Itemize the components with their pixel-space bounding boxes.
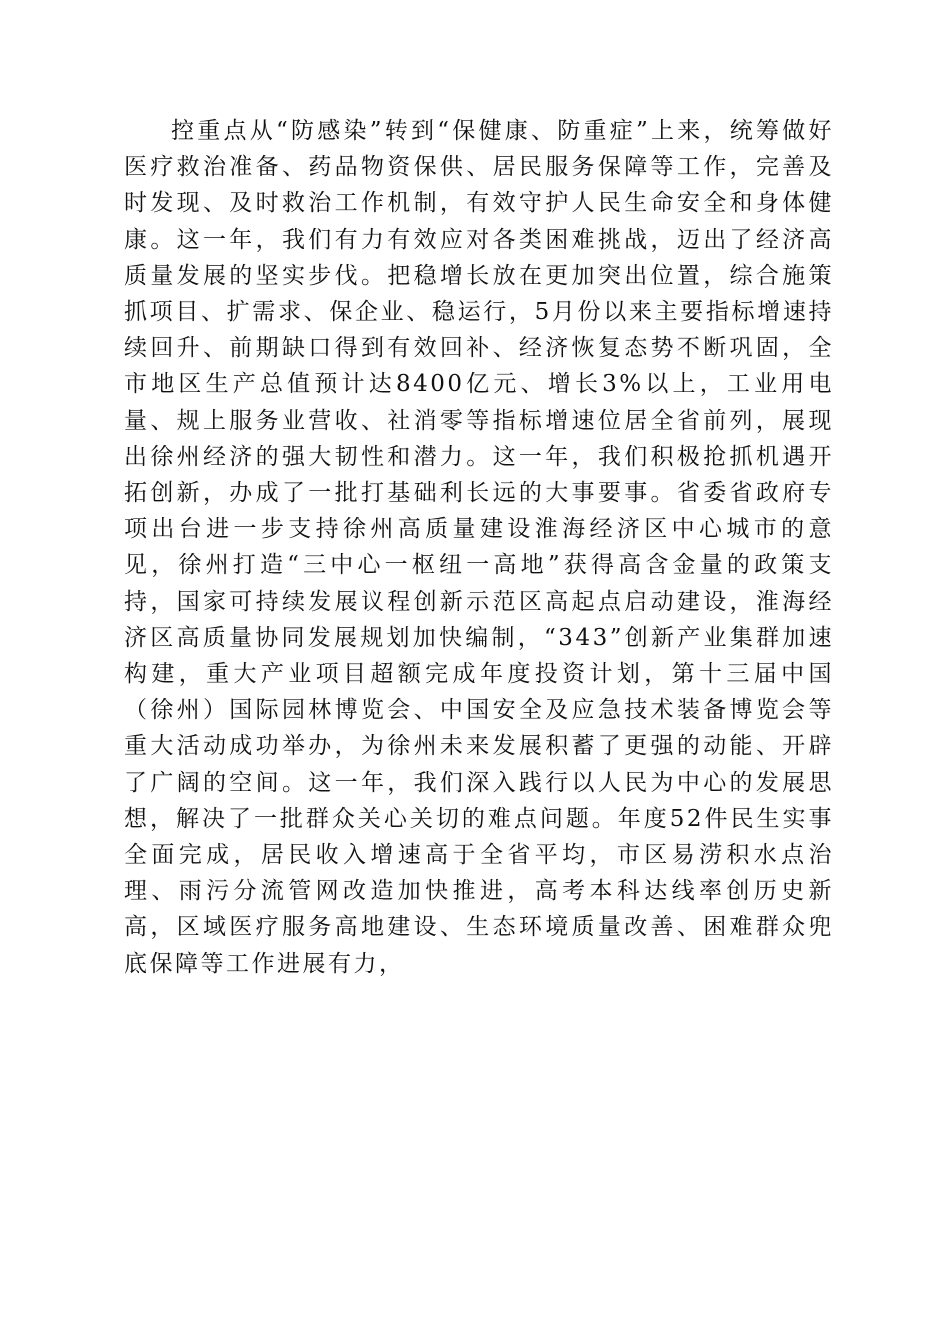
body-paragraph: 控重点从“防感染”转到“保健康、防重症”上来，统筹做好医疗救治准备、药品物资保供、居民服务保障等工作，完善及时发现、及时救治工作机制，有效守护人民生命安全和身体健康。这一年，我们有力有效应对各类困难挑战，迈出了经济高质量发展的坚实步伐。把稳增长放在更加突出位置，综合施策抓项目、扩需求、保企业、稳运行，5月份以来主要指标增速持续回升、前期缺口得到有效回补、经济恢复态势不断巩固，全市地区生产总值预计达8400亿元、增长3%以上，工业用电量、规上服务业营收、社消零等指标增速位居全省前列，展现出徐州经济的强大韧性和潜力。这一年，我们积极抢抓机遇开拓创新，办成了一批打基础利长远的大事要事。省委省政府专项出台进一步支持徐州高质量建设淮海经济区中心城市的意见，徐州打造“三中心一枢纽一高地”获得高含金量的政策支持，国家可持续发展议程创新示范区高起点启动建设，淮海经济区高质量协同发展规划加快编制，“343”创新产业集群加速构建，重大产业项目超额完成年度投资计划，第十三届中国（徐州）国际园林博览会、中国安全及应急技术装备博览会等重大活动成功举办，为徐州未来发展积蓄了更强的动能、开辟了广阔的空间。这一年，我们深入践行以人民为中心的发展思想，解决了一批群众关心关切的难点问题。年度52件民生实事全面完成，居民收入增速高于全省平均，市区易涝积水点治理、雨污分流管网改造加快推进，高考本科达线率创历史新高，区域医疗服务高地建设、生态环境质量改善、困难群众兜底保障等工作进展有力， xyxy=(124,118,834,977)
